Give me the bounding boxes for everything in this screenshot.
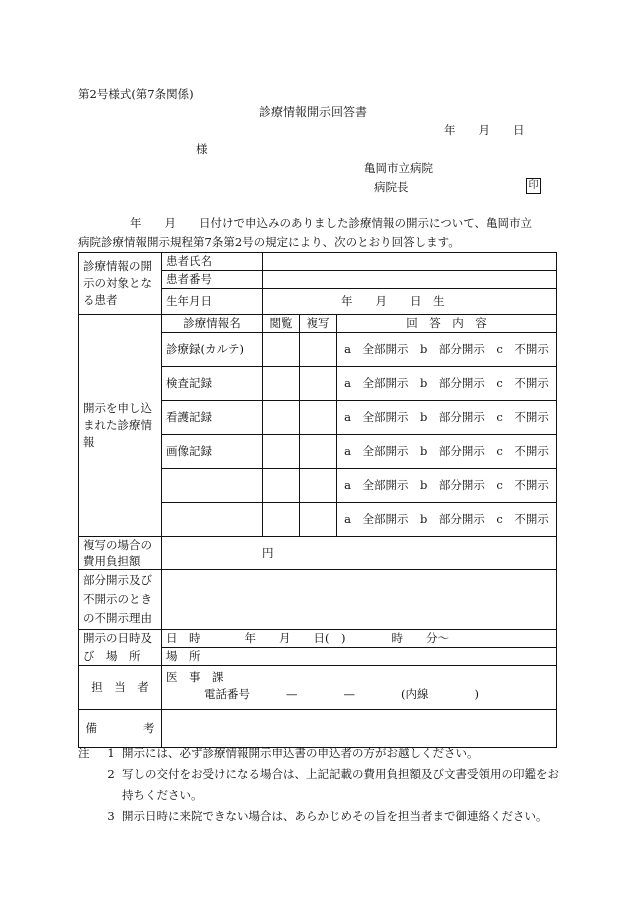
info-name[interactable] bbox=[162, 469, 263, 503]
copy-fee-unit: 円 bbox=[262, 545, 274, 560]
answer-options[interactable]: a 全部開示 b 部分開示 c 不開示 bbox=[337, 469, 557, 503]
remarks-field[interactable] bbox=[162, 710, 557, 748]
addressee-suffix: 様 bbox=[196, 142, 208, 156]
view-cell[interactable] bbox=[263, 503, 300, 537]
notes-prefix: 注 bbox=[78, 746, 90, 760]
copy-fee-label: 複写の場合の費用負担額 bbox=[79, 537, 162, 570]
answer-options[interactable]: a 全部開示 b 部分開示 c 不開示 bbox=[337, 367, 557, 401]
info-name: 診療録(カルテ) bbox=[162, 333, 263, 367]
patient-number-field[interactable] bbox=[263, 271, 557, 289]
requested-label: 開示を申し込まれた診療情報 bbox=[79, 315, 162, 537]
note-item: 3 開示日時に来院できない場合は、あらかじめその旨を担当者まで御連絡ください。 bbox=[107, 809, 548, 823]
copy-cell[interactable] bbox=[300, 401, 337, 435]
view-cell[interactable] bbox=[263, 435, 300, 469]
org-name: 亀岡市立病院 bbox=[364, 161, 433, 175]
remarks-label: 備 考 bbox=[79, 710, 162, 748]
copy-fee-field[interactable] bbox=[162, 537, 557, 570]
schedule-label-1: 開示の日時及 bbox=[79, 630, 162, 648]
answer-options[interactable]: a 全部開示 b 部分開示 c 不開示 bbox=[337, 503, 557, 537]
form-number: 第2号様式(第7条関係) bbox=[78, 87, 194, 101]
intro-line-2: 病院診療情報開示規程第7条第2号の規定により、次のとおり回答します。 bbox=[78, 235, 460, 249]
view-cell[interactable] bbox=[263, 401, 300, 435]
seal-mark: 印 bbox=[526, 178, 541, 194]
answer-options[interactable]: a 全部開示 b 部分開示 c 不開示 bbox=[337, 435, 557, 469]
subject-label: 診療情報の開示の対象となる患者 bbox=[79, 253, 162, 315]
datetime-label: 日 時 bbox=[166, 631, 201, 645]
col-answer-header: 回 答 内 容 bbox=[337, 315, 557, 333]
note-item: 2 写しの交付をお受けになる場合は、上記記載の費用負担額及び文書受領用の印鑑をお持ちください。 bbox=[107, 767, 559, 802]
birth-value: 年 月 日 生 bbox=[341, 294, 445, 308]
document-title: 診療情報開示回答書 bbox=[259, 105, 368, 119]
schedule-label-2: び 場 所 bbox=[79, 648, 162, 666]
birth-field[interactable] bbox=[263, 289, 557, 315]
patient-name-label: 患者氏名 bbox=[162, 253, 263, 271]
view-cell[interactable] bbox=[263, 367, 300, 401]
reason-field[interactable] bbox=[162, 570, 557, 630]
place-field[interactable] bbox=[162, 648, 557, 666]
intro-line-1: 年 月 日付けで申込みのありました診療情報の開示について、亀岡市立 bbox=[130, 216, 533, 230]
note-item: 注 1 開示には、必ず診療情報開示申込書の申込者の方がお越しください。 bbox=[78, 743, 568, 764]
notes bbox=[78, 743, 568, 827]
director-title: 病院長 bbox=[374, 180, 409, 194]
phone-label: 電話番号 bbox=[204, 687, 250, 701]
answer-options[interactable]: a 全部開示 b 部分開示 c 不開示 bbox=[337, 333, 557, 367]
intro-paragraph bbox=[78, 214, 556, 252]
disclosure-table bbox=[78, 252, 557, 748]
staff-label: 担 当 者 bbox=[79, 666, 162, 710]
view-cell[interactable] bbox=[263, 333, 300, 367]
view-cell[interactable] bbox=[263, 469, 300, 503]
place-label: 場 所 bbox=[166, 649, 201, 663]
copy-cell[interactable] bbox=[300, 333, 337, 367]
patient-number-label: 患者番号 bbox=[162, 271, 263, 289]
info-name[interactable] bbox=[162, 503, 263, 537]
info-name: 画像記録 bbox=[162, 435, 263, 469]
dept-name: 医 事 課 bbox=[166, 670, 224, 684]
copy-cell[interactable] bbox=[300, 435, 337, 469]
datetime-value: 年 月 日( ) 時 分〜 bbox=[244, 631, 449, 645]
datetime-field[interactable] bbox=[162, 630, 557, 648]
col-view-header: 閲覧 bbox=[263, 315, 300, 333]
reason-label: 部分開示及び不開示のときの不開示理由 bbox=[79, 570, 162, 630]
copy-cell[interactable] bbox=[300, 503, 337, 537]
birth-label: 生年月日 bbox=[162, 289, 263, 315]
patient-name-field[interactable] bbox=[263, 253, 557, 271]
info-name: 看護記録 bbox=[162, 401, 263, 435]
col-copy-header: 複写 bbox=[300, 315, 337, 333]
info-name: 検査記録 bbox=[162, 367, 263, 401]
col-name-header: 診療情報名 bbox=[162, 315, 263, 333]
phone-value: — — (内線 ) bbox=[286, 687, 479, 701]
copy-cell[interactable] bbox=[300, 469, 337, 503]
date-line: 年 月 日 bbox=[444, 123, 525, 137]
answer-options[interactable]: a 全部開示 b 部分開示 c 不開示 bbox=[337, 401, 557, 435]
staff-field[interactable] bbox=[162, 666, 557, 710]
copy-cell[interactable] bbox=[300, 367, 337, 401]
